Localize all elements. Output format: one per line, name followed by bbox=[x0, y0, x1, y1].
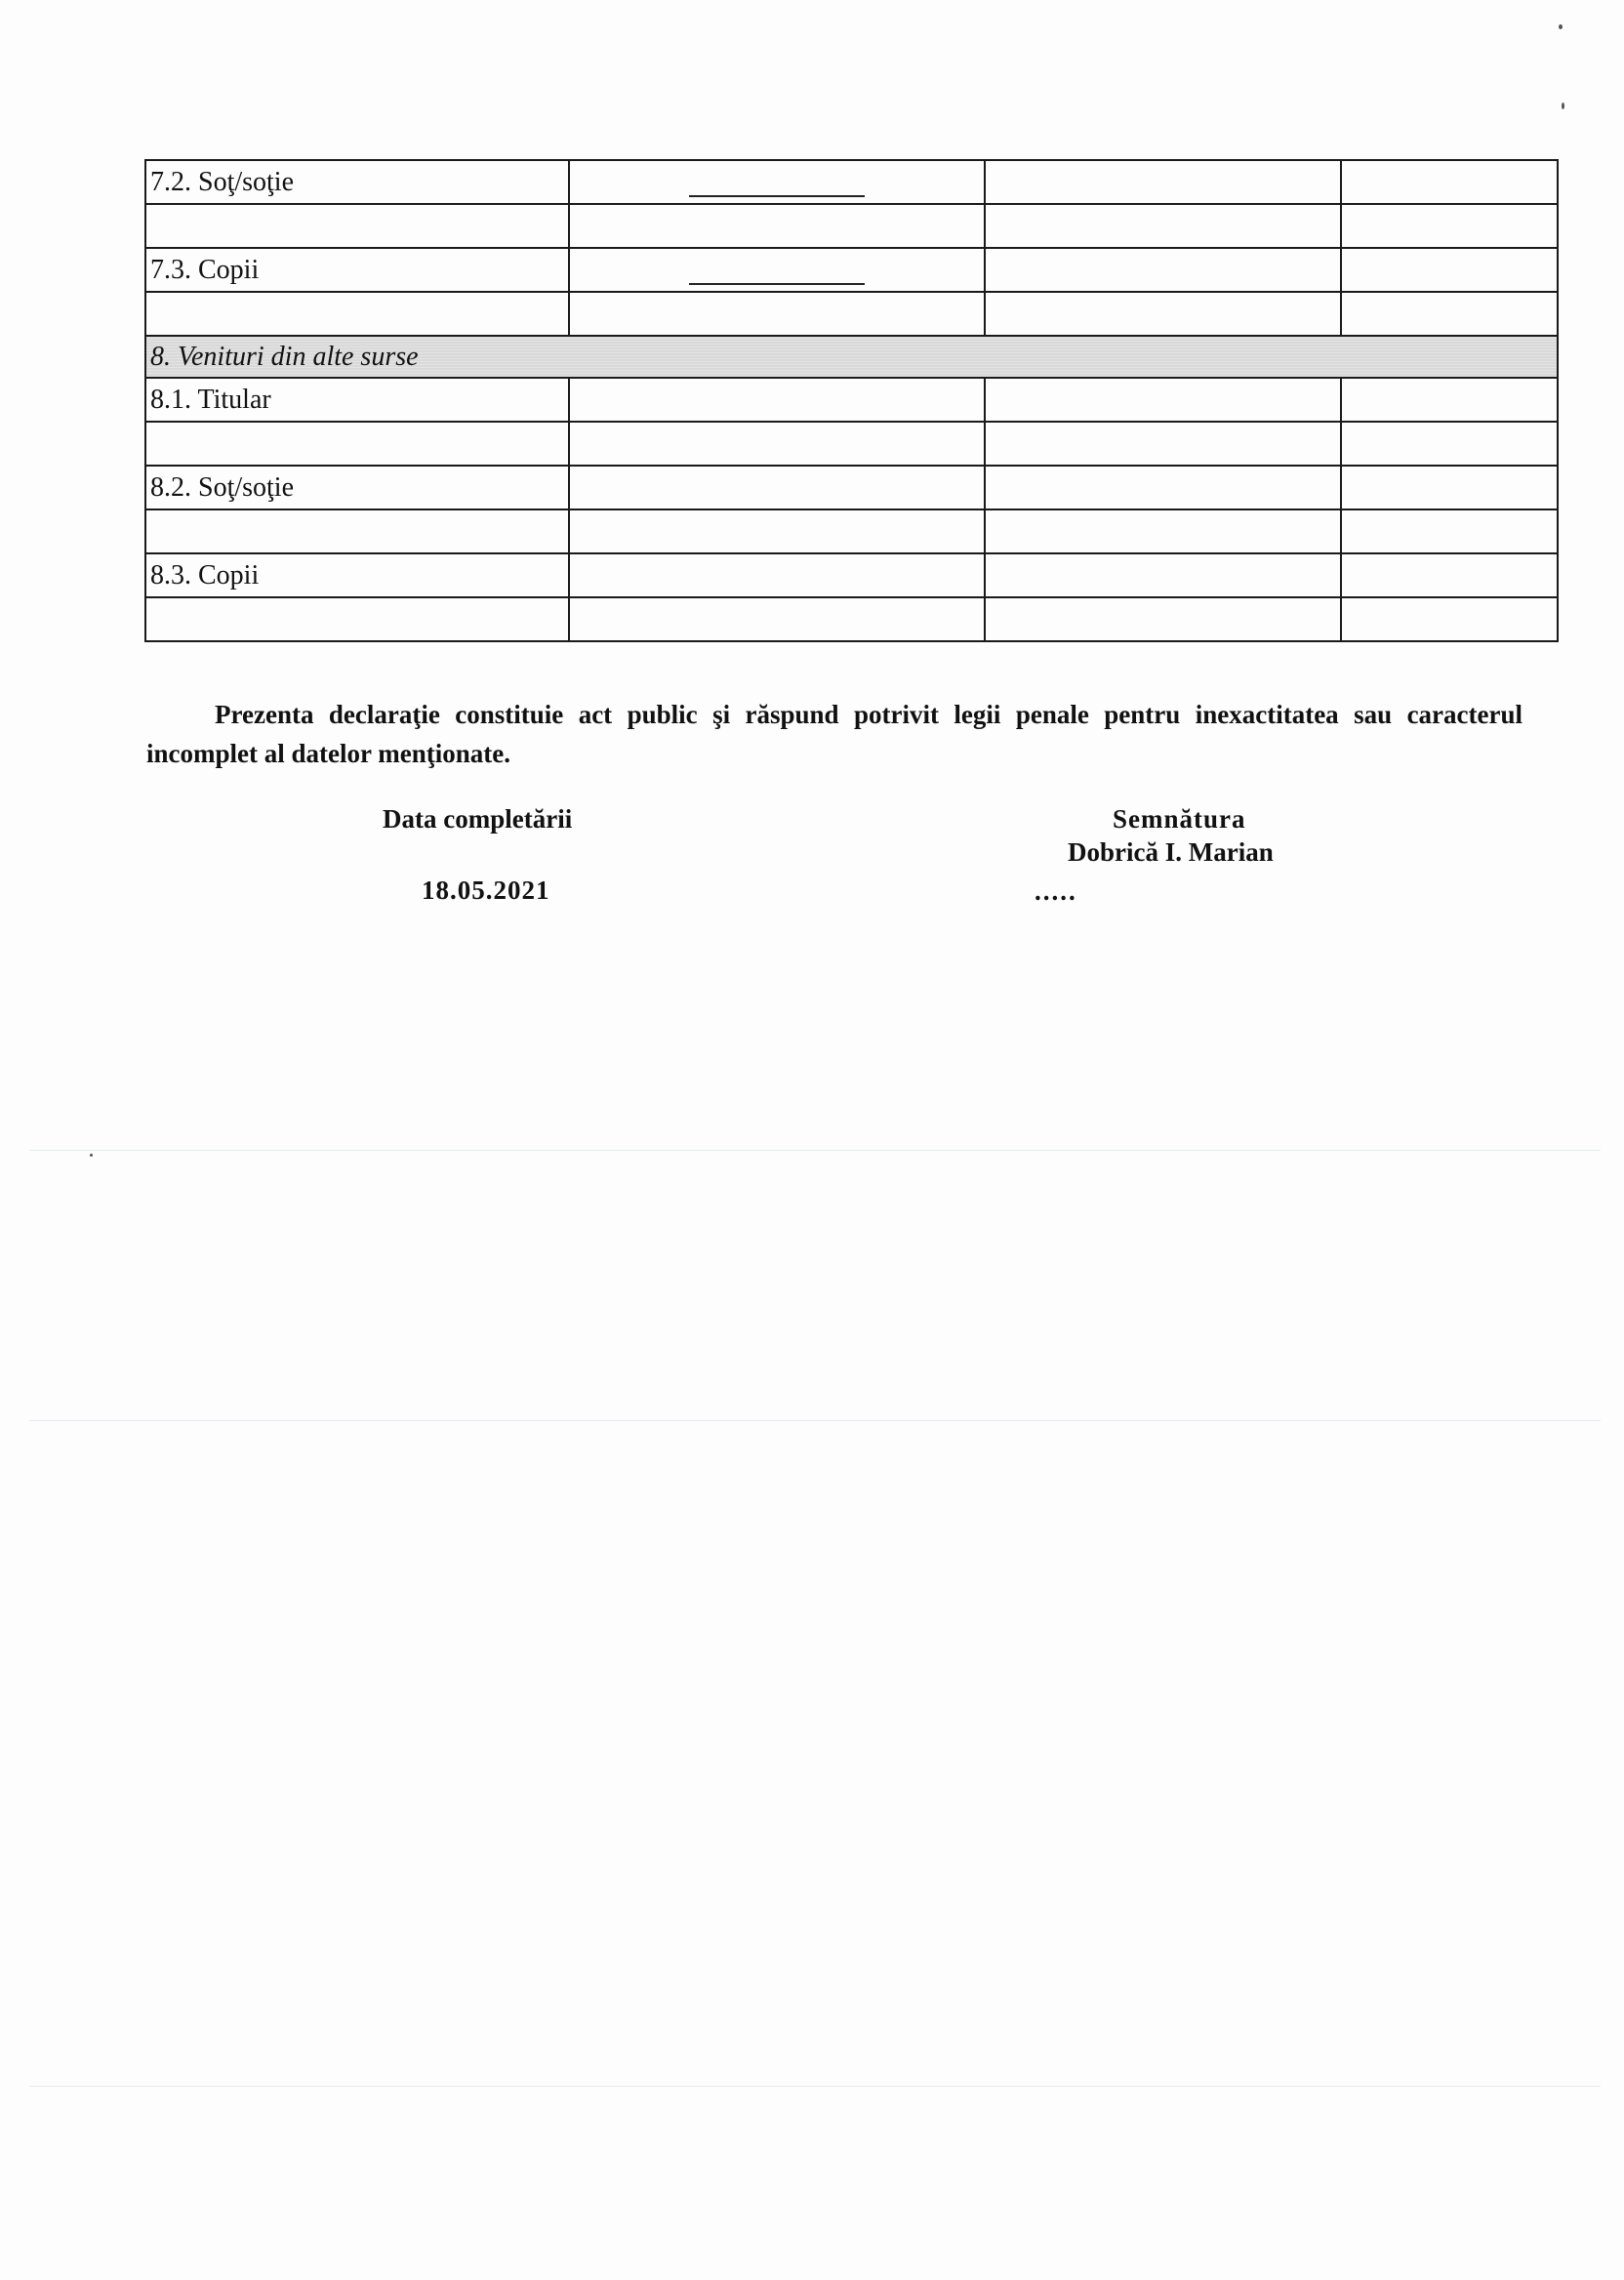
table-cell bbox=[985, 509, 1341, 553]
scan-speck bbox=[1559, 24, 1563, 29]
empty-value-dash bbox=[689, 283, 865, 285]
scan-speck bbox=[1562, 102, 1564, 109]
scan-artifact-line bbox=[29, 2086, 1601, 2087]
table-cell bbox=[569, 160, 985, 204]
table-row bbox=[145, 553, 1558, 597]
table-cell bbox=[1341, 292, 1558, 336]
table-section-row bbox=[145, 336, 1558, 378]
row-label-cell bbox=[145, 597, 569, 641]
row-label-cell: 8.3. Copii bbox=[145, 553, 569, 597]
row-label-cell bbox=[145, 422, 569, 466]
table-row bbox=[145, 597, 1558, 641]
date-value: 18.05.2021 bbox=[422, 875, 550, 905]
table-cell bbox=[1341, 422, 1558, 466]
signature-name: Dobrică I. Marian bbox=[1068, 837, 1274, 867]
table-cell bbox=[1341, 248, 1558, 292]
table-cell bbox=[1341, 160, 1558, 204]
table-row bbox=[145, 292, 1558, 336]
table-cell bbox=[569, 378, 985, 422]
table-cell bbox=[569, 553, 985, 597]
table-cell bbox=[1341, 466, 1558, 509]
row-label-cell: 7.3. Copii bbox=[145, 248, 569, 292]
table-cell bbox=[569, 509, 985, 553]
table-cell bbox=[569, 422, 985, 466]
row-label-cell: 8.2. Soţ/soţie bbox=[145, 466, 569, 509]
table-cell bbox=[569, 597, 985, 641]
table-cell bbox=[1341, 204, 1558, 248]
table-cell bbox=[1341, 509, 1558, 553]
table-row bbox=[145, 422, 1558, 466]
table-row bbox=[145, 248, 1558, 292]
income-table-container bbox=[144, 159, 1557, 642]
table-cell bbox=[1341, 553, 1558, 597]
table-cell bbox=[985, 160, 1341, 204]
row-label-cell: 7.2. Soţ/soţie bbox=[145, 160, 569, 204]
row-label-cell bbox=[145, 204, 569, 248]
table-cell bbox=[1341, 378, 1558, 422]
table-cell bbox=[985, 422, 1341, 466]
table-cell bbox=[569, 248, 985, 292]
table-cell bbox=[569, 466, 985, 509]
table-cell bbox=[1341, 597, 1558, 641]
table-cell bbox=[985, 597, 1341, 641]
table-cell bbox=[985, 292, 1341, 336]
signature-label: Semnătura bbox=[1113, 804, 1246, 834]
scan-artifact-line bbox=[29, 1420, 1601, 1421]
table-cell bbox=[985, 248, 1341, 292]
table-cell bbox=[569, 204, 985, 248]
income-table bbox=[144, 159, 1559, 642]
table-cell bbox=[569, 292, 985, 336]
section-heading: 8. Venituri din alte surse bbox=[145, 336, 1558, 378]
scan-artifact-line bbox=[29, 1150, 1601, 1151]
signature-mark: ..... bbox=[1035, 876, 1077, 906]
row-label-cell bbox=[145, 509, 569, 553]
table-cell bbox=[985, 466, 1341, 509]
date-label: Data completării bbox=[383, 804, 573, 834]
table-cell bbox=[985, 553, 1341, 597]
table-row bbox=[145, 160, 1558, 204]
table-row bbox=[145, 509, 1558, 553]
table-row bbox=[145, 204, 1558, 248]
empty-value-dash bbox=[689, 195, 865, 197]
scan-speck bbox=[90, 1154, 93, 1157]
row-label-cell: 8.1. Titular bbox=[145, 378, 569, 422]
table-row bbox=[145, 466, 1558, 509]
table-cell bbox=[985, 378, 1341, 422]
declaration-statement: Prezenta declaraţie constituie act public şi răspund potrivit legii penale pentru inexactitatea sau caracterul incomplet al datelor menţionate. bbox=[146, 700, 1522, 768]
row-label-cell bbox=[145, 292, 569, 336]
table-row bbox=[145, 378, 1558, 422]
table-cell bbox=[985, 204, 1341, 248]
